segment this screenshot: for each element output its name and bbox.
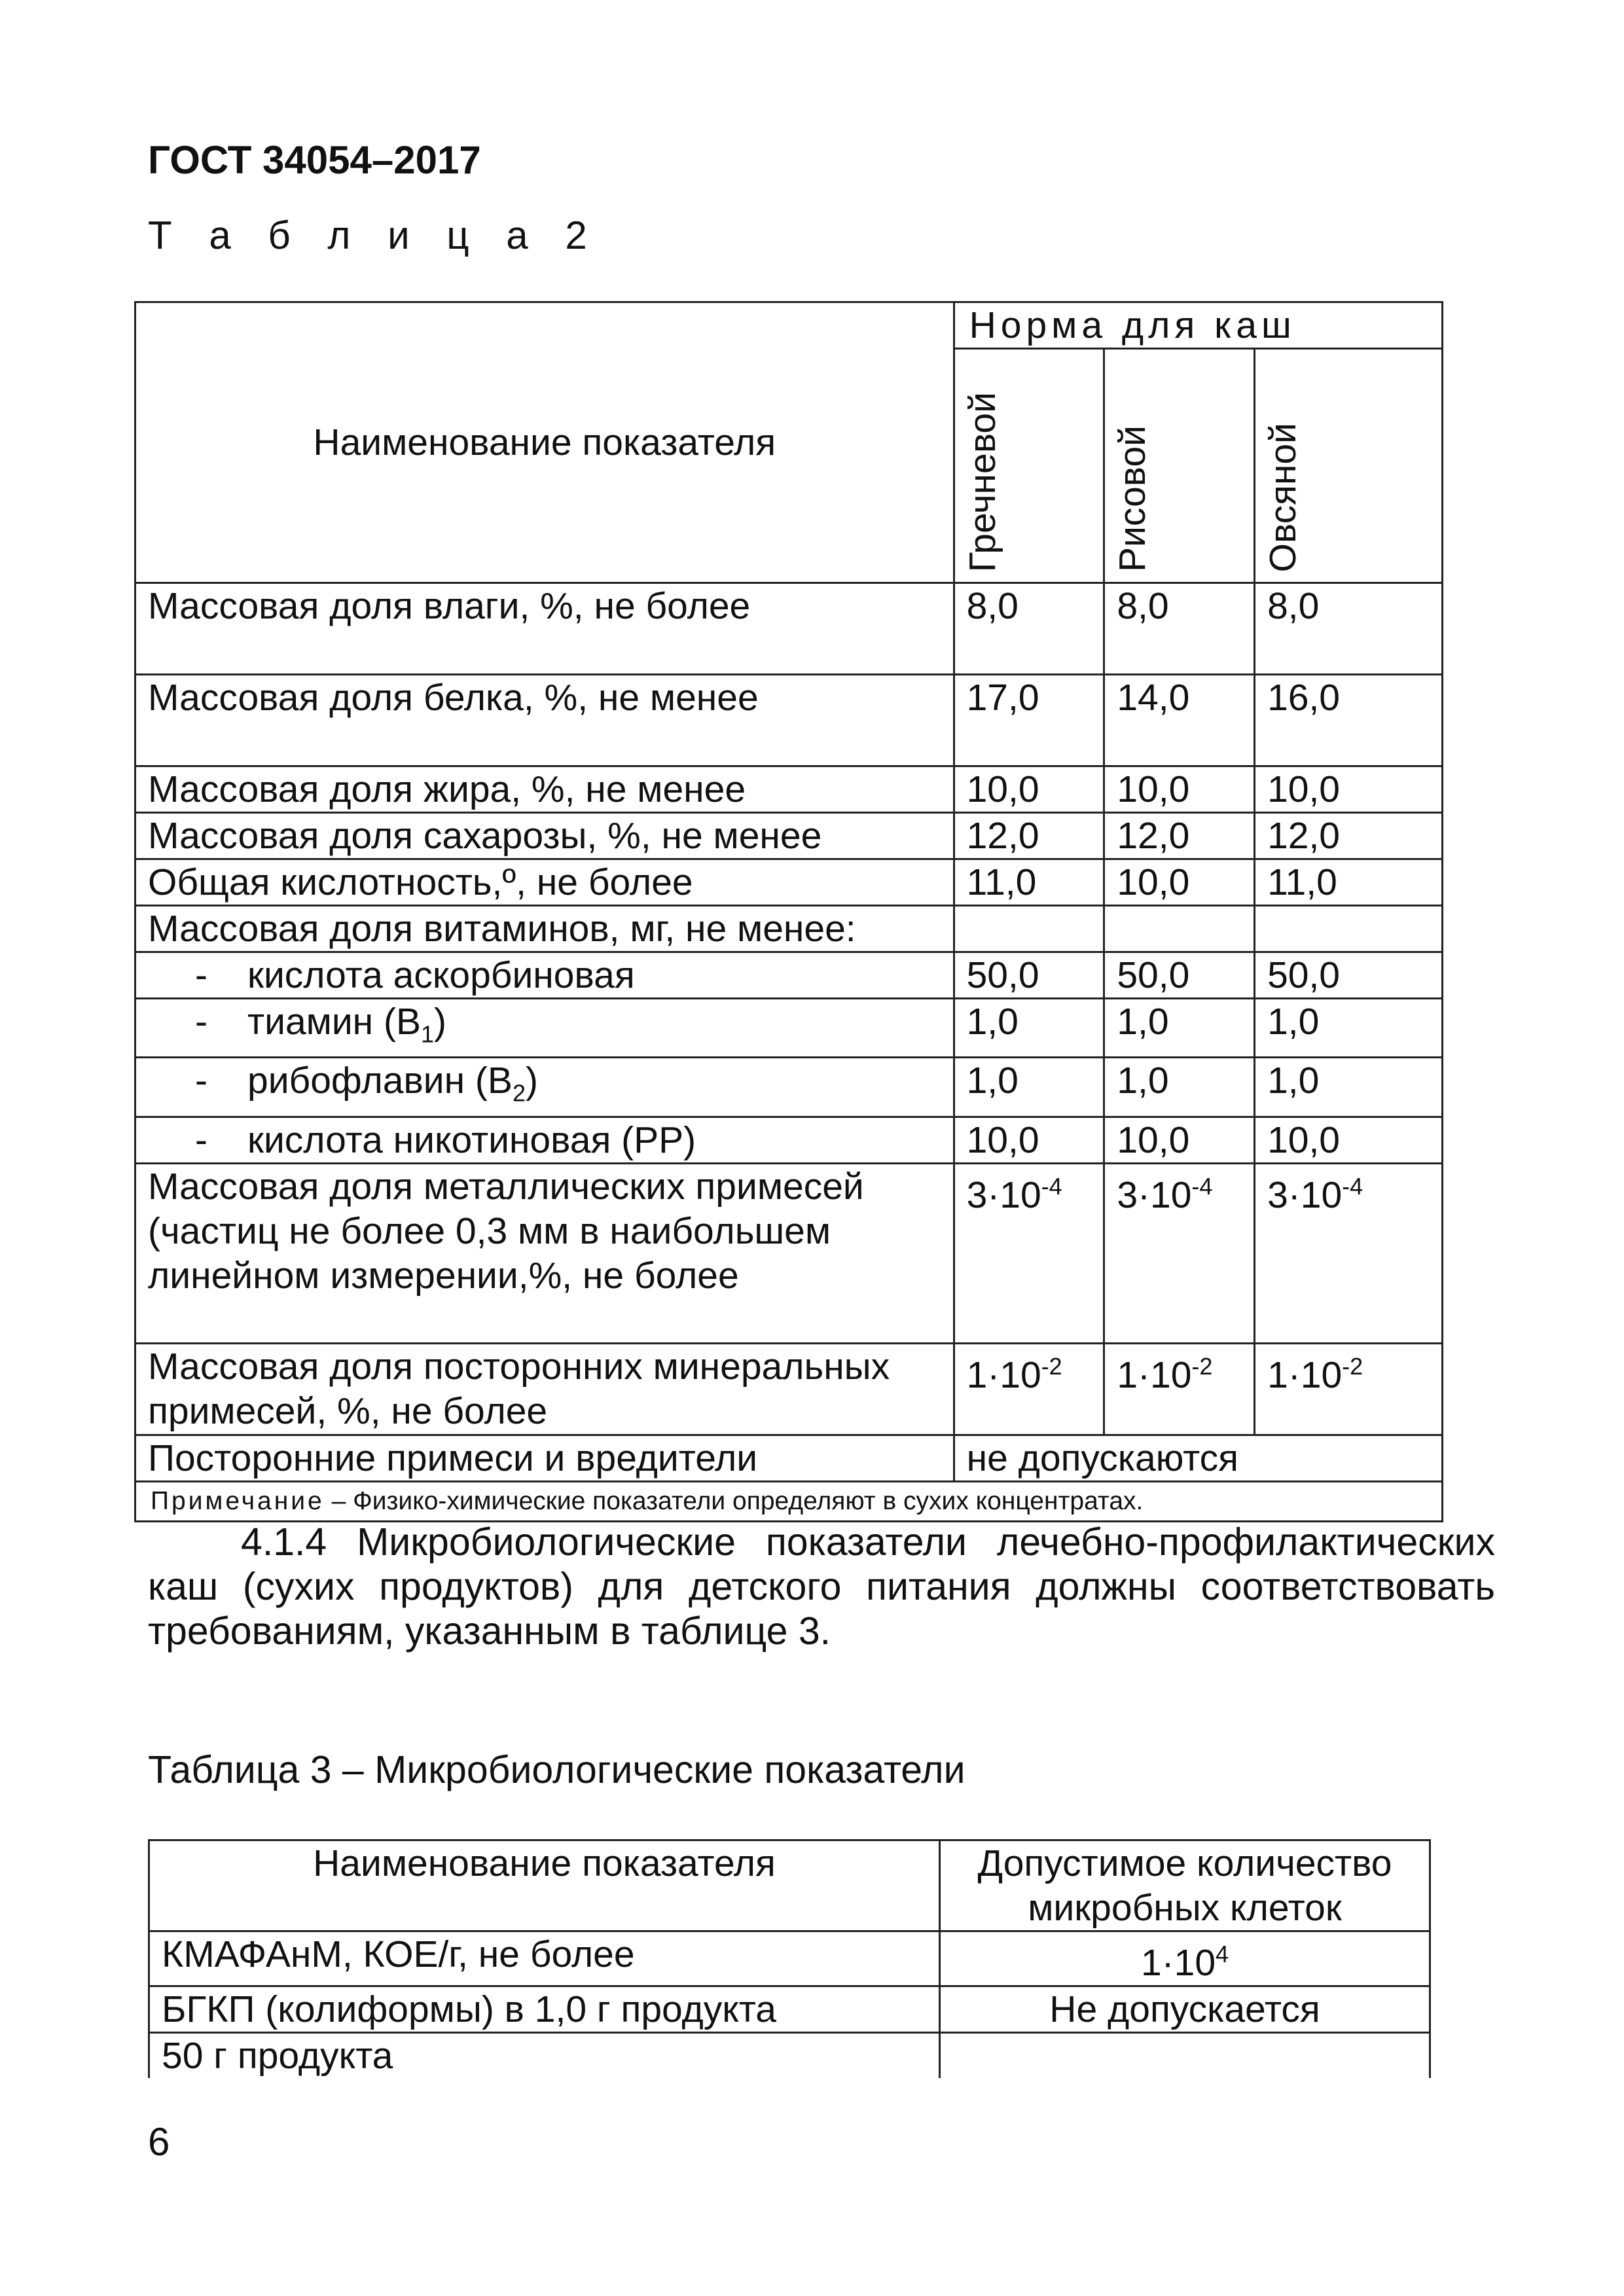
row-value: 17,0 bbox=[954, 675, 1104, 766]
table-note-row bbox=[135, 1481, 1443, 1521]
row-value bbox=[1104, 906, 1255, 952]
row-value: 1,0 bbox=[1104, 1058, 1255, 1117]
row-value: 1,0 bbox=[1255, 999, 1443, 1058]
table-row bbox=[149, 1931, 1430, 1986]
table-row bbox=[135, 766, 1443, 813]
row-name: Массовая доля посторонних минеральных примесей, %, не более bbox=[135, 1343, 954, 1435]
table-row bbox=[135, 1058, 1443, 1117]
table-row bbox=[135, 1435, 1443, 1481]
row-value: $1\cdot 10^{-2}$ bbox=[1104, 1343, 1255, 1435]
row-merged-value: не допускаются bbox=[954, 1435, 1442, 1481]
table-row bbox=[149, 1986, 1430, 2033]
row-value: 10,0 bbox=[1104, 1117, 1255, 1163]
table3-caption: Таблица 3 – Микробиологические показатели bbox=[148, 1748, 965, 1791]
kind-oat: Овсяной bbox=[1255, 349, 1443, 583]
row-name: - кислота никотиновая (РР) bbox=[135, 1117, 954, 1163]
row-value: 50,0 bbox=[954, 952, 1104, 999]
table-row bbox=[135, 999, 1443, 1058]
row-value bbox=[954, 906, 1104, 952]
table-note: Примечание – Физико-химические показатели определяют в сухих концентратах. bbox=[135, 1481, 1443, 1521]
row-value bbox=[940, 2033, 1430, 2079]
paragraph-4-1-4: 4.1.4 Микробиологические показатели лечебно-профилактических каш (сухих продуктов) для детского питания должны соответствовать требованиям, указанным в таблице 3. bbox=[148, 1520, 1495, 1653]
row-value: 12,0 bbox=[1104, 813, 1255, 859]
row-name: Массовая доля белка, %, не менее bbox=[135, 675, 954, 766]
row-value: 8,0 bbox=[954, 583, 1104, 675]
row-name: БГКП (колиформы) в 1,0 г продукта bbox=[149, 1986, 940, 2033]
row-value: 50,0 bbox=[1104, 952, 1255, 999]
table-row bbox=[135, 583, 1443, 675]
row-value: $3\cdot 10^{-4}$ bbox=[1104, 1163, 1255, 1343]
table-row bbox=[135, 952, 1443, 999]
table2-caption: Т а б л и ц а 2 bbox=[148, 213, 600, 257]
row-value: 10,0 bbox=[1255, 1117, 1443, 1163]
table-row bbox=[135, 1343, 1443, 1435]
row-name: Посторонние примеси и вредители bbox=[135, 1435, 954, 1481]
row-value: 16,0 bbox=[1255, 675, 1443, 766]
row-value: 8,0 bbox=[1255, 583, 1443, 675]
table-row bbox=[135, 813, 1443, 859]
row-value: $1\cdot 10^{-2}$ bbox=[954, 1343, 1104, 1435]
row-name: - рибофлавин $(B_2)$ bbox=[135, 1058, 954, 1117]
row-value: 10,0 bbox=[954, 1117, 1104, 1163]
row-value: 10,0 bbox=[1255, 766, 1443, 813]
row-value: 12,0 bbox=[1255, 813, 1443, 859]
table3-col-name: Наименование показателя bbox=[149, 1840, 940, 1931]
row-name: - тиамин $(B_1)$ bbox=[135, 999, 954, 1058]
row-name: Массовая доля витаминов, мг, не менее: bbox=[135, 906, 954, 952]
page-number: 6 bbox=[148, 2120, 170, 2164]
row-name: КМАФАнМ, КОЕ/г, не более bbox=[149, 1931, 940, 1986]
table2-col-name: Наименование показателя bbox=[135, 302, 954, 583]
row-value: 1,0 bbox=[1255, 1058, 1443, 1117]
table-row bbox=[149, 2033, 1430, 2079]
row-value: 50,0 bbox=[1255, 952, 1443, 999]
row-name: Массовая доля сахарозы, %, не менее bbox=[135, 813, 954, 859]
table-row bbox=[135, 1163, 1443, 1343]
row-value: 1,0 bbox=[954, 999, 1104, 1058]
table2 bbox=[134, 301, 1443, 1522]
row-name: Массовая доля жира, %, не менее bbox=[135, 766, 954, 813]
row-name: Массовая доля металлических примесей (частиц не более 0,3 мм в наибольшем линейном измерении,%, не более bbox=[135, 1163, 954, 1343]
table-row bbox=[135, 859, 1443, 906]
row-value: $1\cdot 10^4$ bbox=[940, 1931, 1430, 1986]
table3-col-count: Допустимое количество микробных клеток bbox=[940, 1840, 1430, 1931]
row-name: 50 г продукта bbox=[149, 2033, 940, 2079]
row-value bbox=[1255, 906, 1443, 952]
row-value: 8,0 bbox=[1104, 583, 1255, 675]
row-name: Общая кислотность,º, не более bbox=[135, 859, 954, 906]
row-value: 1,0 bbox=[954, 1058, 1104, 1117]
table-row bbox=[135, 675, 1443, 766]
row-value: Не допускается bbox=[940, 1986, 1430, 2033]
row-value: 12,0 bbox=[954, 813, 1104, 859]
row-value: 11,0 bbox=[954, 859, 1104, 906]
row-value: 10,0 bbox=[954, 766, 1104, 813]
row-value: 1,0 bbox=[1104, 999, 1255, 1058]
row-value: $3\cdot 10^{-4}$ bbox=[1255, 1163, 1443, 1343]
row-value: 10,0 bbox=[1104, 859, 1255, 906]
table3 bbox=[148, 1839, 1431, 2078]
row-value: 10,0 bbox=[1104, 766, 1255, 813]
row-value: 11,0 bbox=[1255, 859, 1443, 906]
row-value: $3\cdot 10^{-4}$ bbox=[954, 1163, 1104, 1343]
table-row bbox=[135, 906, 1443, 952]
row-name: Массовая доля влаги, %, не более bbox=[135, 583, 954, 675]
kind-rice: Рисовой bbox=[1104, 349, 1255, 583]
document-header: ГОСТ 34054–2017 bbox=[148, 138, 481, 182]
row-value: 14,0 bbox=[1104, 675, 1255, 766]
row-name: - кислота аскорбиновая bbox=[135, 952, 954, 999]
table-row bbox=[135, 1117, 1443, 1163]
table2-norma-header: Норма для каш bbox=[954, 302, 1442, 349]
row-value: $1\cdot 10^{-2}$ bbox=[1255, 1343, 1443, 1435]
kind-buckwheat: Гречневой bbox=[954, 349, 1104, 583]
table3-header bbox=[149, 1840, 1430, 1931]
